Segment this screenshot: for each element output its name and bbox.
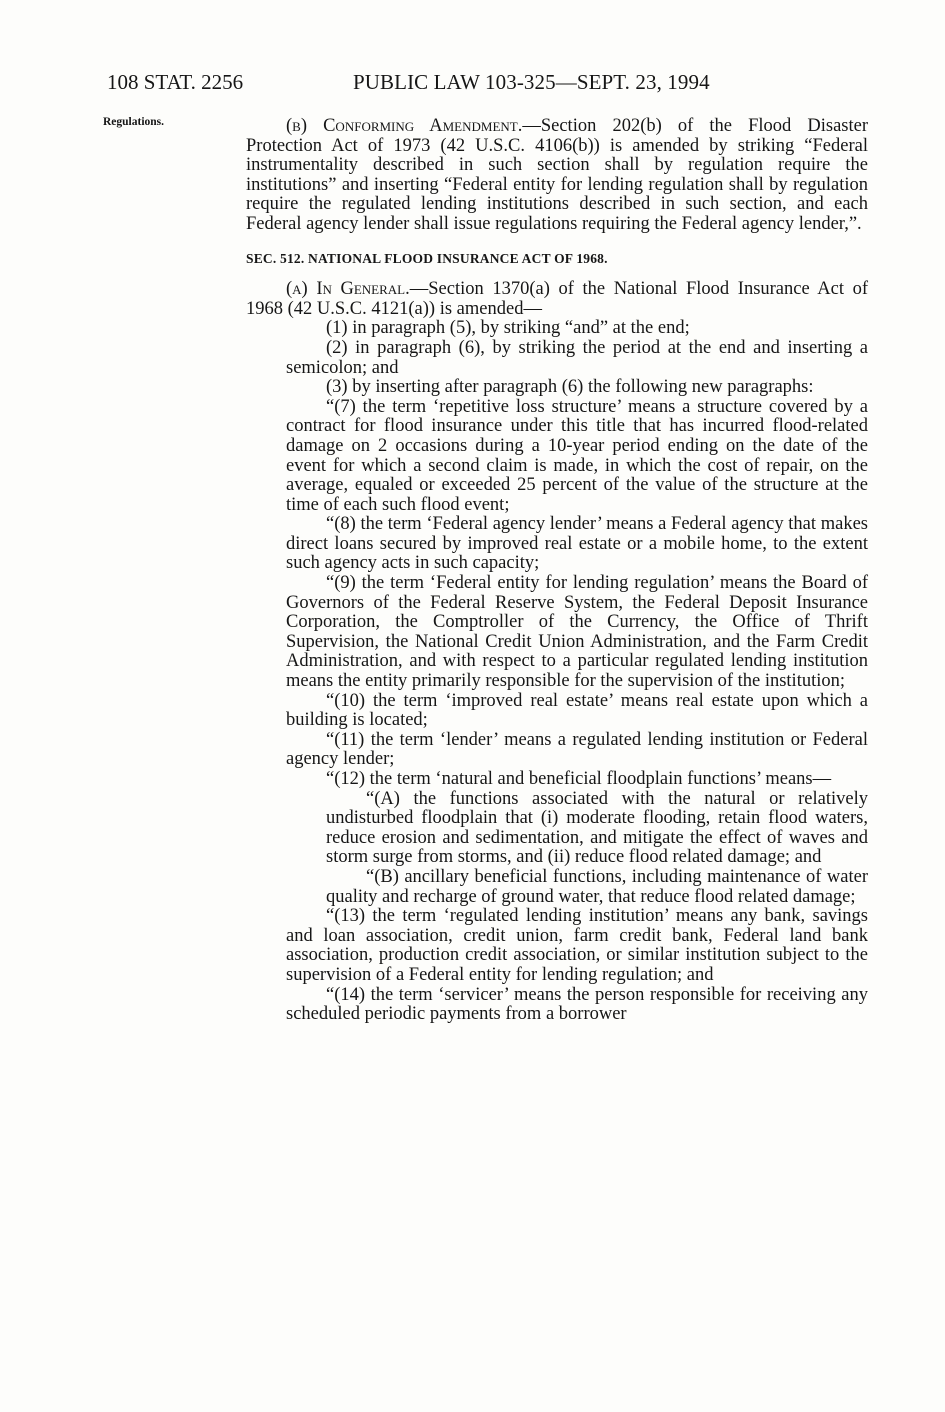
paragraph-8: “(8) the term ‘Federal agency lender’ means a Federal agency that makes direct loans secured by improved real estate or a mobile home, to the extent such agency acts in such capacity;	[286, 514, 868, 574]
paragraph-7: “(7) the term ‘repetitive loss structure’ means a structure covered by a contract for flood insurance under this title that has incurred flood-related damage on 2 occasions during a 10-year period ending on the date of the event for which a second claim is made, in which the cost of repair, on the average, equaled or exceeded 25 percent of the value of the structure at the time of each such flood event;	[286, 396, 868, 515]
margin-note: Regulations.	[103, 116, 165, 128]
subparagraph-12-b: “(B) ancillary beneficial functions, including maintenance of water quality and recharge of ground water, that reduce flood related damage;	[326, 866, 868, 907]
paragraph-a-text: —Section 1370(a) of the National Flood Insurance Act of 1968 (42 U.S.C. 4121(a)) is amended—	[246, 279, 869, 319]
paragraph-14: “(14) the term ‘servicer’ means the person responsible for receiving any scheduled periodic payments from a borrower	[286, 984, 868, 1025]
paragraph-11: “(11) the term ‘lender’ means a regulated lending institution or Federal agency lender;	[286, 729, 868, 770]
item-2: (2) in paragraph (6), by striking the period at the end and inserting a semicolon; and	[286, 337, 868, 378]
heading-conforming-amendment: (b) Conforming Amendment.	[286, 116, 523, 136]
section-heading: SEC. 512. NATIONAL FLOOD INSURANCE ACT OF 1968.	[246, 250, 608, 266]
paragraph-10: “(10) the term ‘improved real estate’ means real estate upon which a building is located;	[286, 690, 868, 731]
item-1: (1) in paragraph (5), by striking “and” at the end;	[326, 318, 690, 339]
page-body	[246, 117, 868, 1025]
paragraph-b	[246, 117, 868, 235]
item-3: (3) by inserting after paragraph (6) the following new paragraphs:	[326, 377, 814, 398]
paragraph-9: “(9) the term ‘Federal entity for lending regulation’ means the Board of Governors of the Federal Reserve System, the Federal Deposit Insurance Corporation, the Comptroller of the Currency, the Office of Thrift Supervision, the National Credit Union Administration, and the Farm Credit Administration, and with respect to a particular regulated lending institution means the entity primarily responsible for the supervision of the institution;	[286, 573, 868, 692]
paragraph-12: “(12) the term ‘natural and beneficial floodplain functions’ means—	[326, 769, 832, 789]
paragraph-b-text: —Section 202(b) of the Flood Disaster Protection Act of 1973 (42 U.S.C. 4106(b)) is amended by striking “Federal instrumentality described in such section shall by regulation require the institutions” and inserting “Federal entity for lending regulation shall by regulation require the regulated lending institutions described in such section, and each Federal agency lender shall issue regulations requiring the Federal agency lender,”.	[246, 116, 868, 234]
running-title: PUBLIC LAW 103-325—SEPT. 23, 1994	[353, 70, 710, 94]
page-header	[107, 70, 827, 96]
heading-in-general: (a) In General.	[286, 279, 410, 300]
subparagraph-12-a: “(A) the functions associated with the natural or relatively undisturbed floodplain that (i) moderate flooding, retain flood waters, reduce erosion and sedimentation, and mitigate the effect of waves and storm surge from storms, and (ii) reduce flood related damage; and	[326, 788, 868, 868]
subparagraphs-12	[246, 790, 868, 908]
stat-page-number: 108 STAT. 2256	[107, 70, 244, 94]
paragraph-a	[246, 280, 868, 319]
paragraph-13: “(13) the term ‘regulated lending institution’ means any bank, savings and loan association, credit union, farm credit bank, Federal land bank association, production credit association, or similar institution subject to the supervision of a Federal entity for lending regulation; and	[286, 906, 868, 985]
